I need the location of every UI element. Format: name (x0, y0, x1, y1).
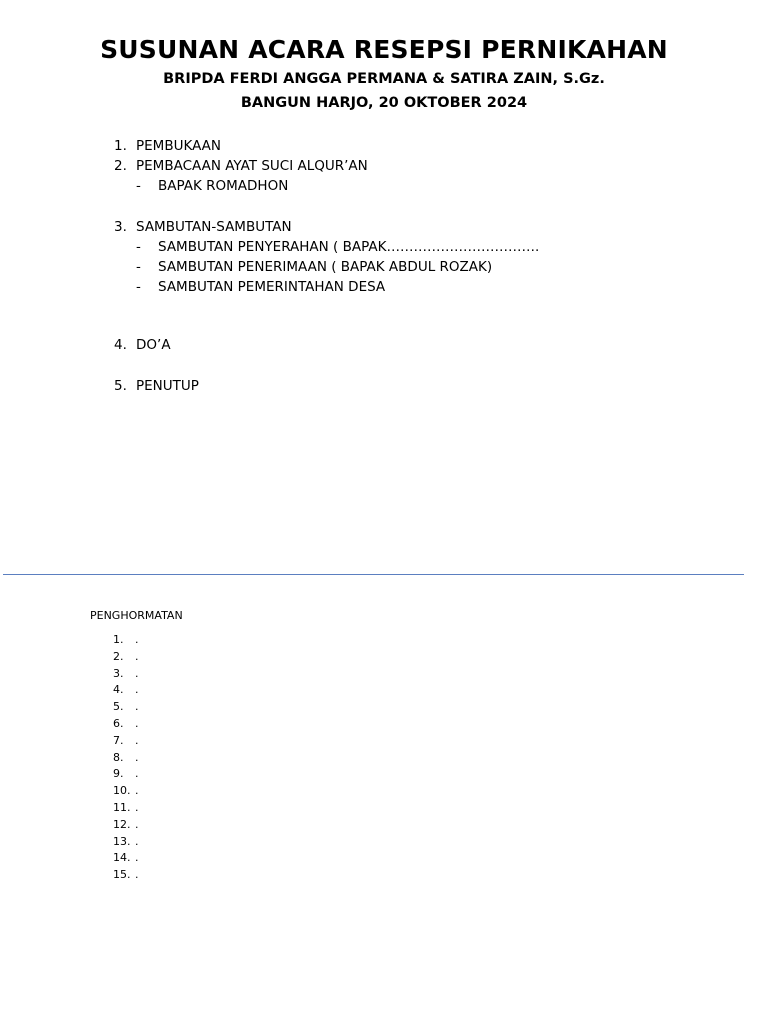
page-divider (3, 574, 744, 575)
penghormatan-value: . (135, 767, 139, 781)
penghormatan-number: 8. (113, 750, 124, 764)
penghormatan-item (110, 850, 190, 867)
penghormatan-item (110, 699, 190, 716)
penghormatan-item (110, 716, 190, 733)
penghormatan-value: . (135, 784, 139, 798)
sub-item-dash: - (136, 178, 141, 194)
penghormatan-list (110, 632, 190, 884)
penghormatan-number: 9. (113, 767, 124, 781)
penghormatan-number: 12. (113, 817, 131, 831)
penghormatan-item (110, 817, 190, 834)
penghormatan-value: . (135, 750, 139, 764)
agenda-list (110, 136, 730, 396)
penghormatan-number: 13. (113, 834, 131, 848)
penghormatan-number: 15. (113, 868, 131, 882)
penghormatan-item (110, 766, 190, 783)
penghormatan-number: 14. (113, 851, 131, 865)
sub-item-text: SAMBUTAN PENERIMAAN ( BAPAK ABDUL ROZAK) (158, 259, 493, 275)
agenda-item (110, 217, 730, 237)
agenda-number: 3. (114, 219, 127, 235)
agenda-number: 2. (114, 158, 127, 174)
agenda-number: 1. (114, 138, 127, 154)
penghormatan-value: . (135, 868, 139, 882)
page-title: SUSUNAN ACARA RESEPSI PERNIKAHAN (100, 35, 668, 64)
penghormatan-number: 2. (113, 649, 124, 663)
penghormatan-title: PENGHORMATAN (90, 609, 183, 622)
agenda-item (110, 136, 730, 156)
penghormatan-value: . (135, 633, 139, 646)
agenda-sub-item (110, 237, 730, 257)
penghormatan-number: 10. (113, 784, 131, 798)
agenda-sub-item (110, 257, 730, 277)
penghormatan-number: 7. (113, 733, 124, 747)
penghormatan-item (110, 867, 190, 884)
agenda-text: PENUTUP (136, 378, 199, 394)
agenda-number: 5. (114, 378, 127, 394)
agenda-text: PEMBUKAAN (136, 138, 222, 154)
agenda-text: PEMBACAAN AYAT SUCI ALQUR’AN (136, 158, 368, 174)
penghormatan-item (110, 682, 190, 699)
sub-item-text: SAMBUTAN PEMERINTAHAN DESA (158, 279, 386, 295)
penghormatan-item (110, 666, 190, 683)
penghormatan-item (110, 783, 190, 800)
penghormatan-value: . (135, 683, 139, 697)
penghormatan-item (110, 733, 190, 750)
penghormatan-value: . (135, 800, 139, 814)
penghormatan-value: . (135, 834, 139, 848)
agenda-number: 4. (114, 337, 127, 353)
penghormatan-value: . (135, 851, 139, 865)
penghormatan-item (110, 632, 190, 649)
agenda-sub-item (110, 176, 730, 196)
agenda-sub-item (110, 277, 730, 297)
penghormatan-item (110, 649, 190, 666)
penghormatan-number: 3. (113, 666, 124, 680)
sub-item-dash: - (136, 239, 141, 255)
penghormatan-number: 1. (113, 633, 124, 646)
penghormatan-value: . (135, 716, 139, 730)
sub-item-text: SAMBUTAN PENYERAHAN ( BAPAK……………………………. (158, 239, 540, 255)
penghormatan-value: . (135, 817, 139, 831)
sub-item-dash: - (136, 259, 141, 275)
agenda-item (110, 335, 730, 355)
penghormatan-item (110, 834, 190, 851)
agenda-text: SAMBUTAN-SAMBUTAN (136, 219, 292, 235)
sub-item-text: BAPAK ROMADHON (158, 178, 289, 194)
penghormatan-item (110, 750, 190, 767)
penghormatan-number: 11. (113, 800, 131, 814)
penghormatan-number: 4. (113, 683, 124, 697)
penghormatan-value: . (135, 666, 139, 680)
penghormatan-value: . (135, 649, 139, 663)
penghormatan-value: . (135, 733, 139, 747)
agenda-item (110, 156, 730, 176)
penghormatan-value: . (135, 700, 139, 714)
penghormatan-number: 6. (113, 716, 124, 730)
penghormatan-item (110, 800, 190, 817)
place-date: BANGUN HARJO, 20 OKTOBER 2024 (240, 95, 528, 111)
agenda-text: DO’A (136, 337, 171, 353)
agenda-item (110, 376, 730, 396)
couple-names: BRIPDA FERDI ANGGA PERMANA & SATIRA ZAIN, S.Gz. (163, 71, 605, 87)
sub-item-dash: - (136, 279, 141, 295)
penghormatan-number: 5. (113, 700, 124, 714)
